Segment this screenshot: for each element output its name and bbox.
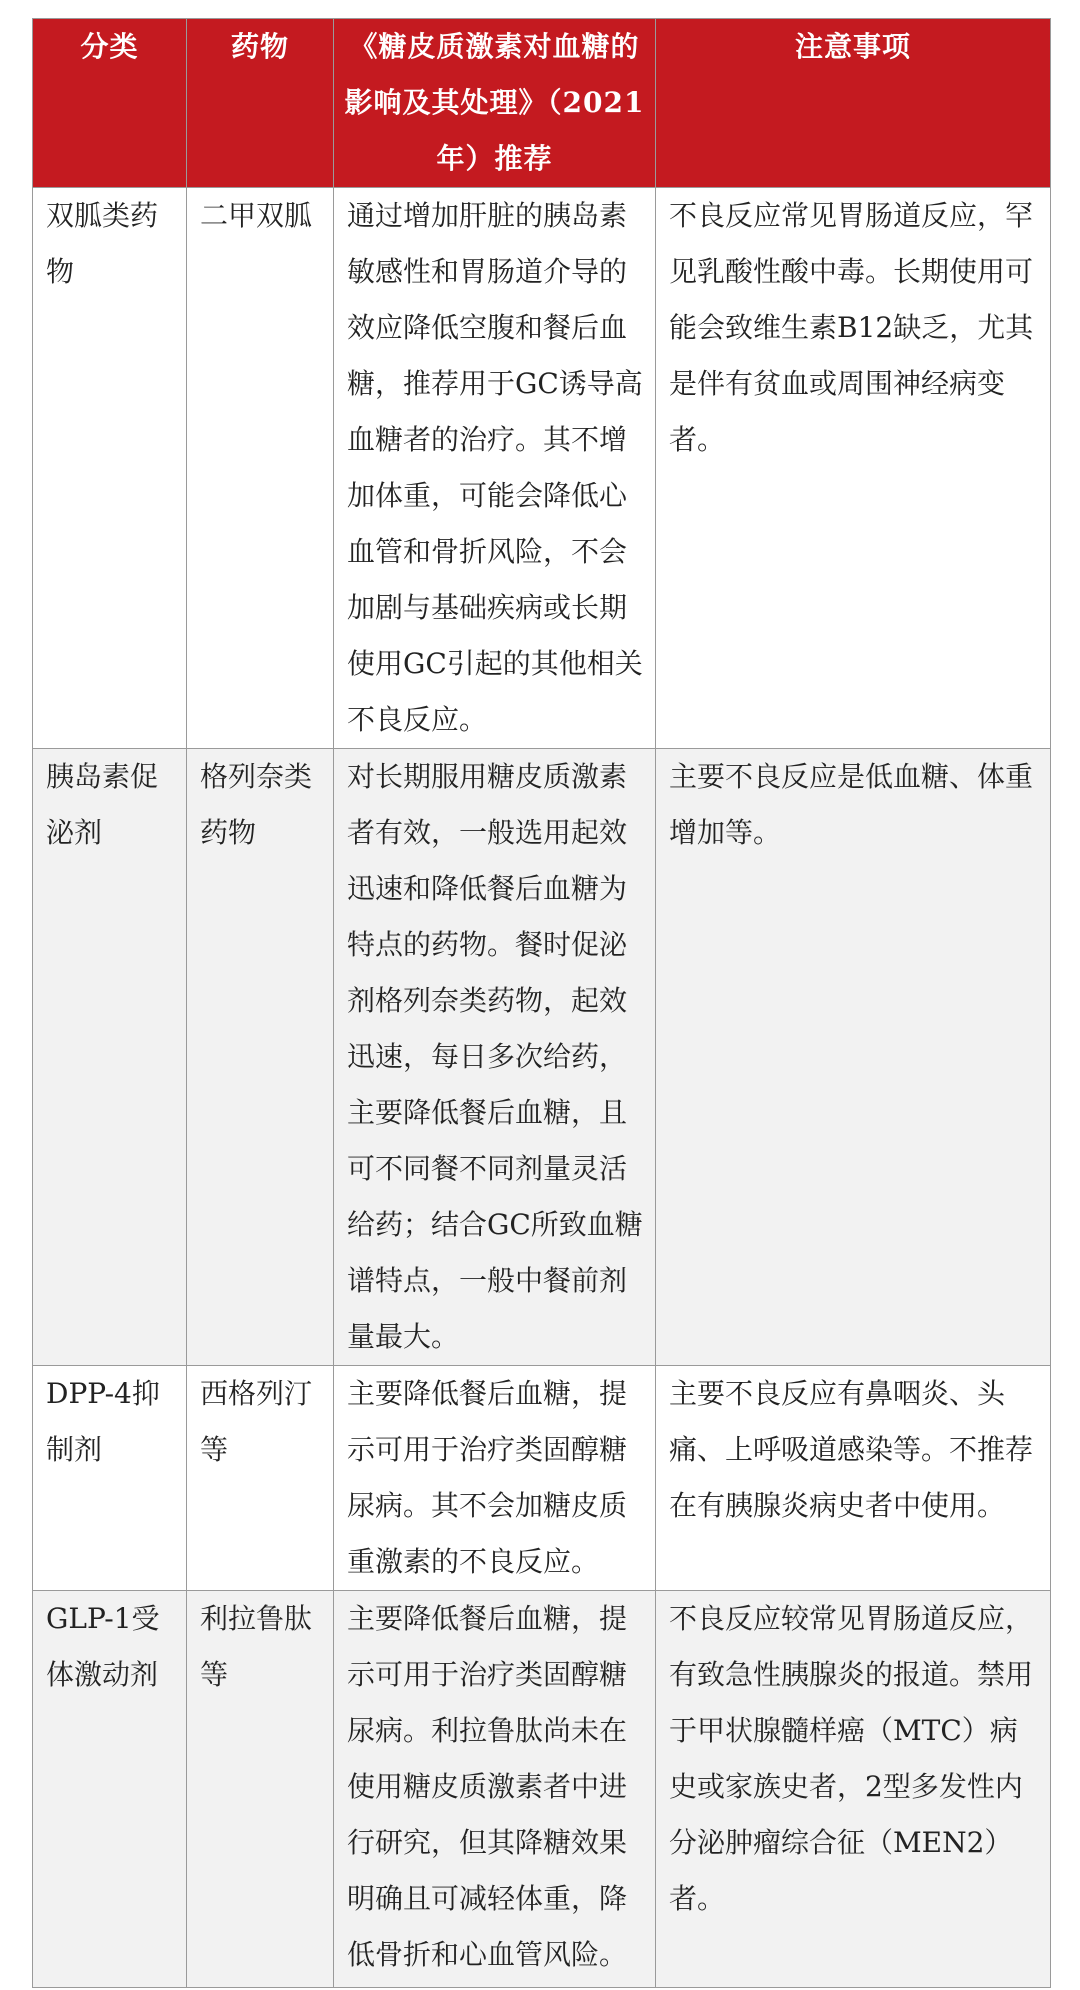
- cell-category: DPP-4抑制剂: [33, 1366, 187, 1591]
- cell-notes: 不良反应较常见胃肠道反应，有致急性胰腺炎的报道。禁用于甲状腺髓样癌（MTC）病史或家族史者，2型多发性内分泌肿瘤综合征（MEN2）者。: [656, 1591, 1051, 1988]
- table-header-row: [33, 19, 1051, 188]
- cell-notes: 主要不良反应是低血糖、体重增加等。: [656, 749, 1051, 1366]
- cell-drug: 二甲双胍: [187, 188, 334, 749]
- cell-recommendation: 主要降低餐后血糖，提示可用于治疗类固醇糖尿病。其不会加糖皮质重激素的不良反应。: [334, 1366, 656, 1591]
- cell-notes: 不良反应常见胃肠道反应，罕见乳酸性酸中毒。长期使用可能会致维生素B12缺乏，尤其是伴有贫血或周围神经病变者。: [656, 188, 1051, 749]
- table-row: [33, 188, 1051, 749]
- cell-recommendation: 对长期服用糖皮质激素者有效，一般选用起效迅速和降低餐后血糖为特点的药物。餐时促泌剂格列奈类药物，起效迅速，每日多次给药，主要降低餐后血糖，且可不同餐不同剂量灵活给药；结合GC所致血糖谱特点，一般中餐前剂量最大。: [334, 749, 656, 1366]
- table-row: [33, 749, 1051, 1366]
- header-drug: 药物: [187, 19, 334, 188]
- drug-table: [32, 18, 1051, 1988]
- cell-category: 双胍类药物: [33, 188, 187, 749]
- cell-notes: 主要不良反应有鼻咽炎、头痛、上呼吸道感染等。不推荐在有胰腺炎病史者中使用。: [656, 1366, 1051, 1591]
- header-notes: 注意事项: [656, 19, 1051, 188]
- cell-drug: 利拉鲁肽等: [187, 1591, 334, 1988]
- drug-table-container: [32, 18, 1050, 1988]
- table-row: [33, 1591, 1051, 1988]
- cell-drug: 格列奈类药物: [187, 749, 334, 1366]
- table-row: [33, 1366, 1051, 1591]
- cell-recommendation: 主要降低餐后血糖，提示可用于治疗类固醇糖尿病。利拉鲁肽尚未在使用糖皮质激素者中进行研究，但其降糖效果明确且可减轻体重，降低骨折和心血管风险。: [334, 1591, 656, 1988]
- cell-recommendation: 通过增加肝脏的胰岛素敏感性和胃肠道介导的效应降低空腹和餐后血糖，推荐用于GC诱导高血糖者的治疗。其不增加体重，可能会降低心血管和骨折风险，不会加剧与基础疾病或长期使用GC引起的其他相关不良反应。: [334, 188, 656, 749]
- header-category: 分类: [33, 19, 187, 188]
- cell-category: GLP-1受体激动剂: [33, 1591, 187, 1988]
- cell-category: 胰岛素促泌剂: [33, 749, 187, 1366]
- header-recommendation: 《糖皮质激素对血糖的影响及其处理》（2021年）推荐: [334, 19, 656, 188]
- cell-drug: 西格列汀等: [187, 1366, 334, 1591]
